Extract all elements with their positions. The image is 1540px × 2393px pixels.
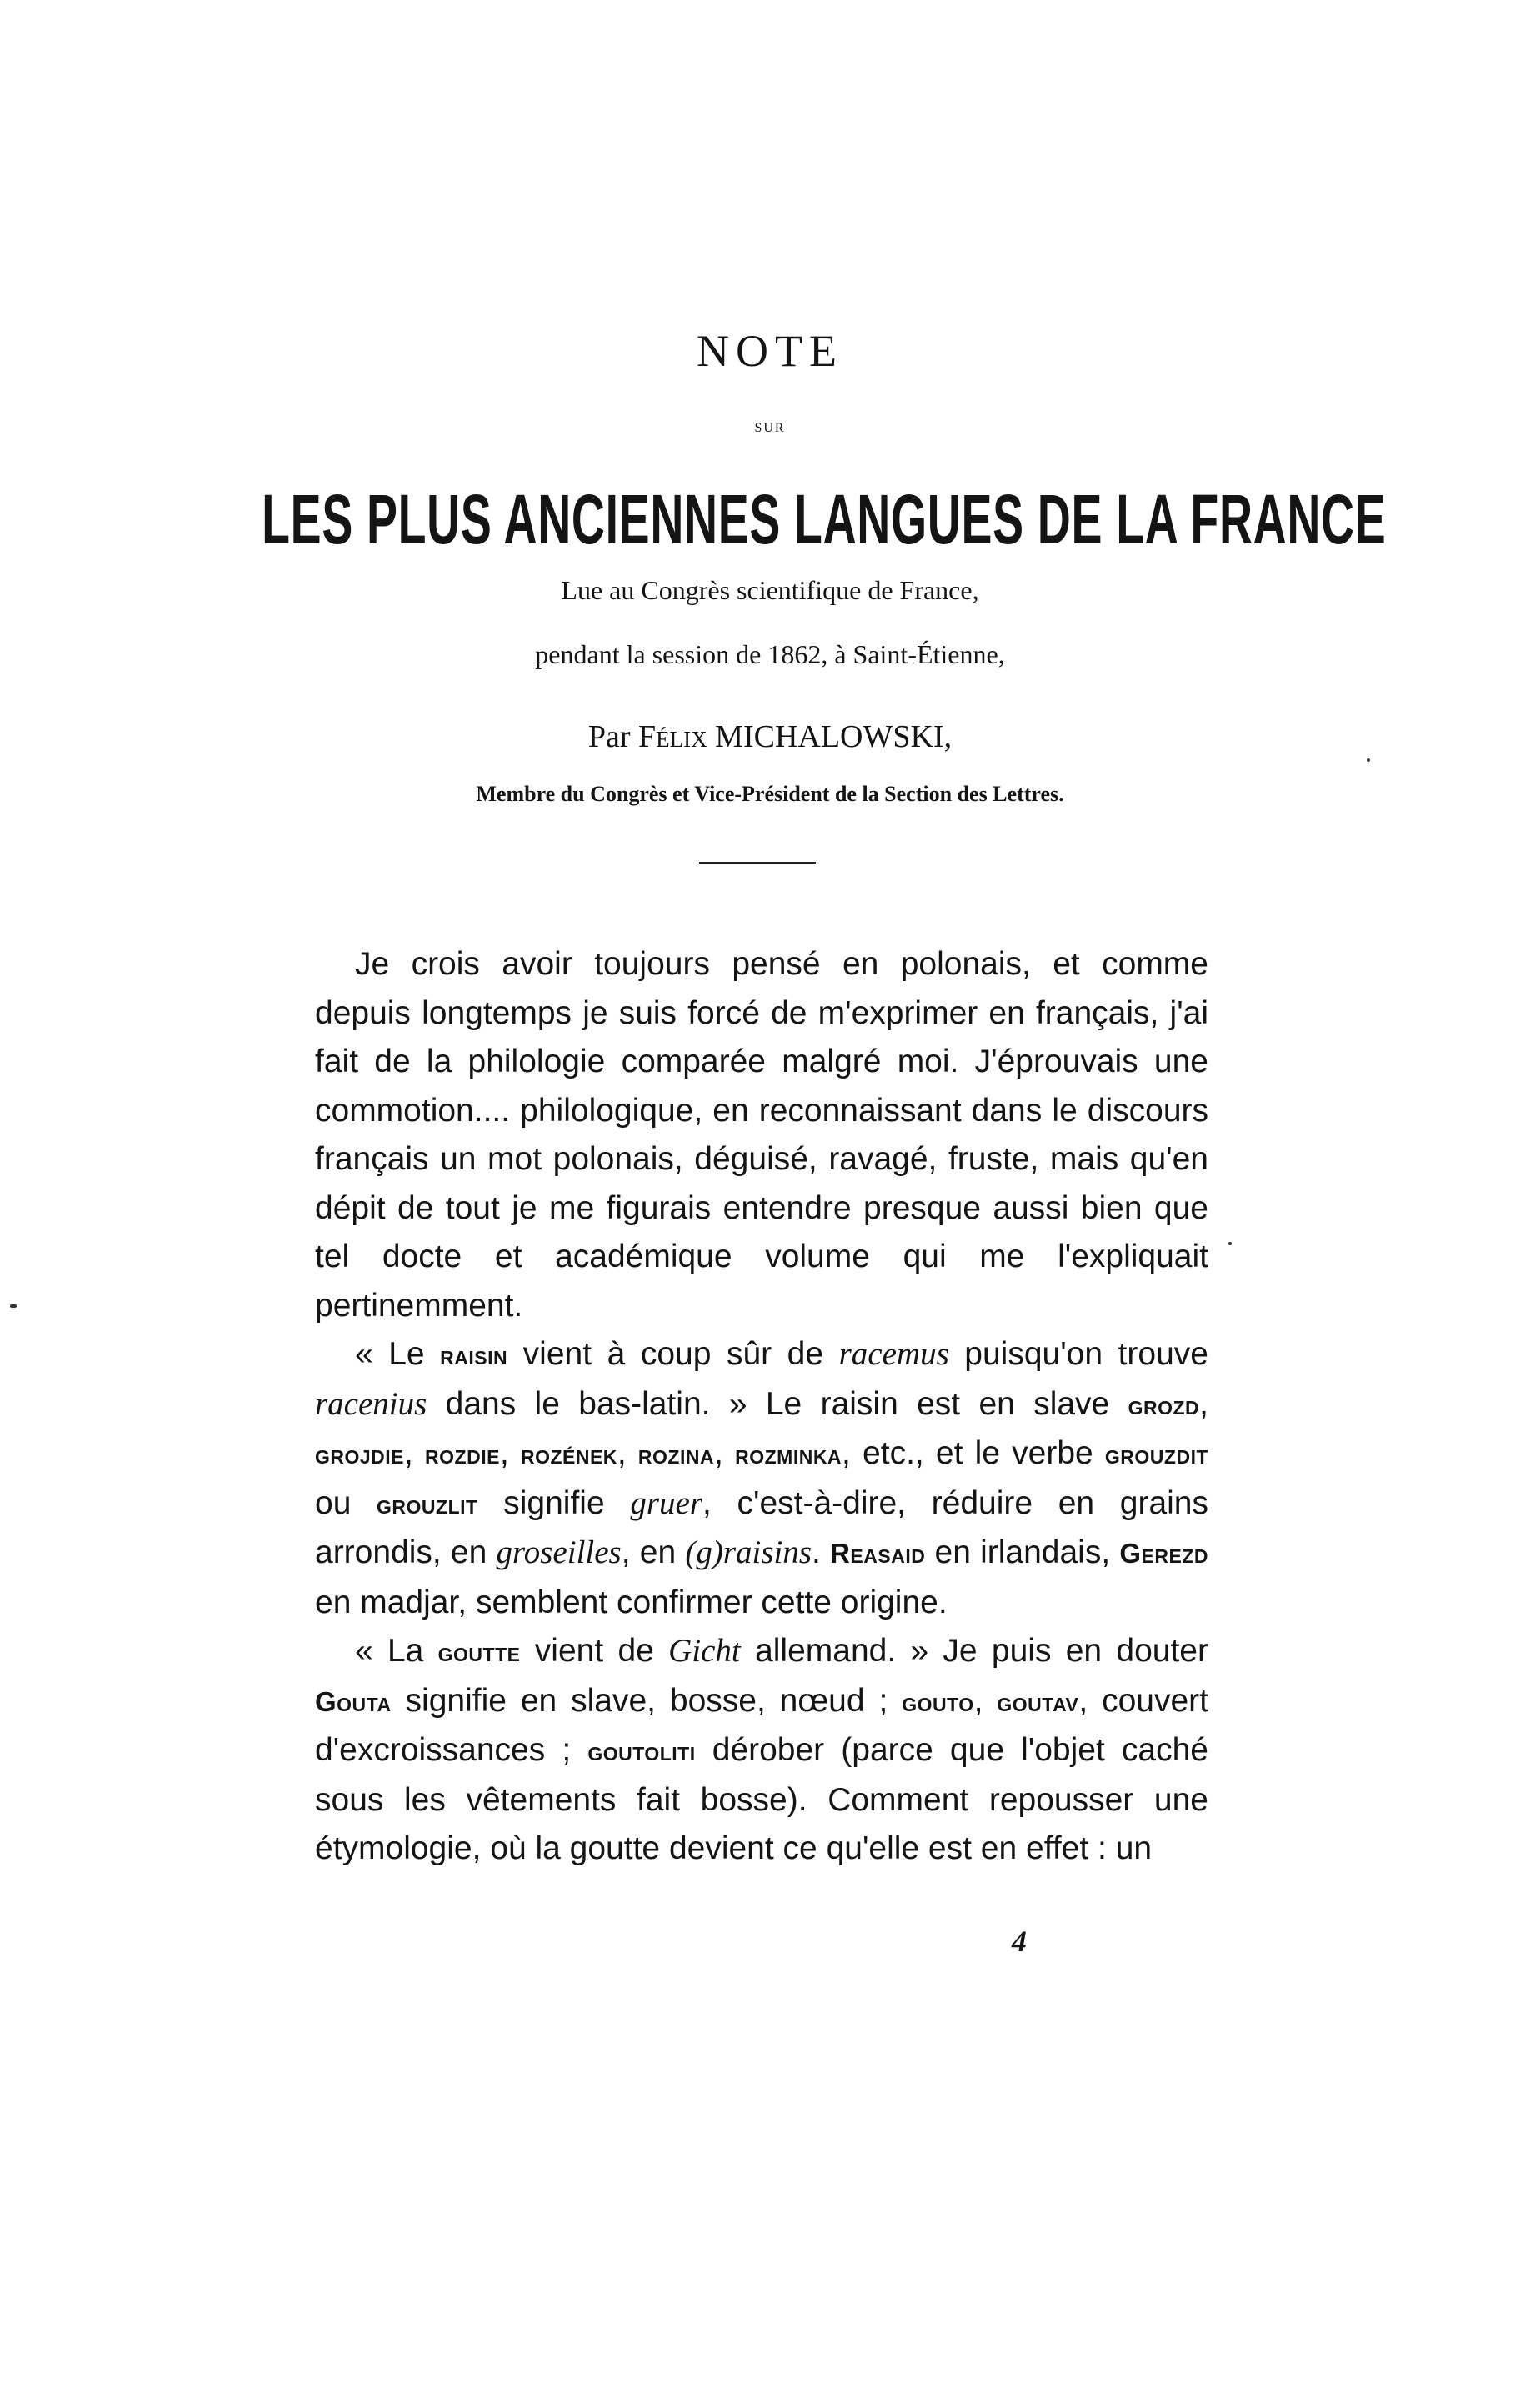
- text-run: , couvert d'excroissances ;: [315, 1682, 1208, 1768]
- term-racenius: racenius: [315, 1385, 428, 1422]
- term-gouta: Gouta: [315, 1685, 392, 1717]
- term-reasaid: Reasaid: [830, 1538, 926, 1569]
- text-run: ,: [499, 1435, 521, 1471]
- text-run: dans le bas-latin. » Le raisin est en slave: [427, 1385, 1128, 1422]
- term-rozdie: rozdie: [425, 1439, 500, 1469]
- title-sur: SUR: [754, 421, 786, 435]
- term-gerezd: Gerezd: [1119, 1538, 1209, 1569]
- margin-speck: [1228, 1242, 1232, 1245]
- text-run: , c'est-à-dire, réduire en grains arrondis, en: [315, 1484, 1208, 1570]
- term-raisin: raisin: [440, 1339, 508, 1370]
- term-goutte: goutte: [438, 1636, 521, 1667]
- margin-speck: [10, 1304, 17, 1308]
- text-run: vient à coup sûr de: [508, 1336, 839, 1372]
- term-grouzdit: grouzdit: [1104, 1439, 1209, 1469]
- paragraph-3: [315, 1627, 1208, 1874]
- term-graisins: (g)raisins: [685, 1534, 812, 1570]
- page-number: 4: [1012, 1925, 1027, 1958]
- term-rozenek: rozének: [520, 1439, 618, 1469]
- term-gouto: gouto: [902, 1685, 974, 1717]
- subtitle-line-1: Lue au Congrès scientifique de France,: [561, 575, 979, 605]
- text-run: en madjar, semblent confirmer cette origine.: [315, 1584, 948, 1620]
- author-first-name: Félix: [638, 719, 708, 754]
- text-run: ,: [714, 1435, 736, 1471]
- term-grouzlit: grouzlit: [377, 1488, 478, 1519]
- term-racemus: racemus: [838, 1336, 949, 1372]
- paragraph-1: Je crois avoir toujours pensé en polonais, et comme depuis longtemps je suis forcé de m'exprimer en français, j'ai fait de la philologie comparée malgré moi. J'éprouvais une commotion.... philologique, en reconnaissant dans le discours français un mot polonais, déguisé, ravagé, fruste, mais qu'en dépit de tout je me figurais entendre presque aussi bien que tel docte et académique volume qui me l'expliquait pertinemment.: [315, 946, 1208, 1324]
- term-goutav: goutav: [997, 1685, 1079, 1717]
- text-run: dérober (parce que l'objet caché sous les vêtements fait bosse). Comment repousser une étymologie, où la goutte devient ce qu'elle est en effet : un: [315, 1732, 1208, 1866]
- text-run: en irlandais,: [925, 1534, 1120, 1570]
- author-prefix: Par: [588, 719, 631, 754]
- title-note: NOTE: [697, 326, 843, 376]
- author-last-name: MICHALOWSKI,: [715, 719, 952, 754]
- text-run: puisqu'on trouve: [948, 1336, 1208, 1372]
- margin-speck: [1367, 758, 1370, 762]
- term-groseilles: groseilles: [496, 1534, 622, 1570]
- text-run: , en: [621, 1534, 686, 1570]
- text-run: vient de: [520, 1633, 669, 1669]
- author-line: [0, 718, 1540, 755]
- term-rozina: rozina: [638, 1439, 715, 1469]
- text-run: ,: [1199, 1385, 1208, 1422]
- text-run: .: [812, 1534, 831, 1570]
- separator-rule: [699, 862, 816, 864]
- paragraph-2: [315, 1330, 1208, 1627]
- term-goutoliti: goutoliti: [588, 1735, 696, 1766]
- text-run: allemand. » Je puis en douter: [740, 1633, 1208, 1669]
- text-run: signifie en slave, bosse, nœud ;: [391, 1682, 902, 1719]
- body-text: [315, 940, 1208, 1874]
- term-rozminka: rozminka: [735, 1439, 842, 1469]
- term-grojdie: grojdie: [315, 1439, 405, 1469]
- term-gicht: Gicht: [668, 1633, 741, 1669]
- text-run: ou: [315, 1484, 378, 1521]
- term-grozd: grozd: [1128, 1389, 1200, 1420]
- text-run: « Le: [355, 1336, 441, 1372]
- text-run: ,: [404, 1435, 426, 1471]
- subtitle-line-2: pendant la session de 1862, à Saint-Étienne,: [535, 639, 1005, 669]
- author-role: Membre du Congrès et Vice-Président de la Section des Lettres.: [476, 782, 1064, 806]
- text-run: signifie: [478, 1484, 631, 1521]
- text-run: « La: [355, 1633, 438, 1669]
- main-title: LES PLUS ANCIENNES LANGUES DE LA FRANCE: [262, 480, 1387, 558]
- text-run: , etc., et le verbe: [842, 1435, 1105, 1471]
- text-run: ,: [973, 1682, 998, 1719]
- text-run: ,: [617, 1435, 638, 1471]
- term-gruer: gruer: [630, 1484, 702, 1521]
